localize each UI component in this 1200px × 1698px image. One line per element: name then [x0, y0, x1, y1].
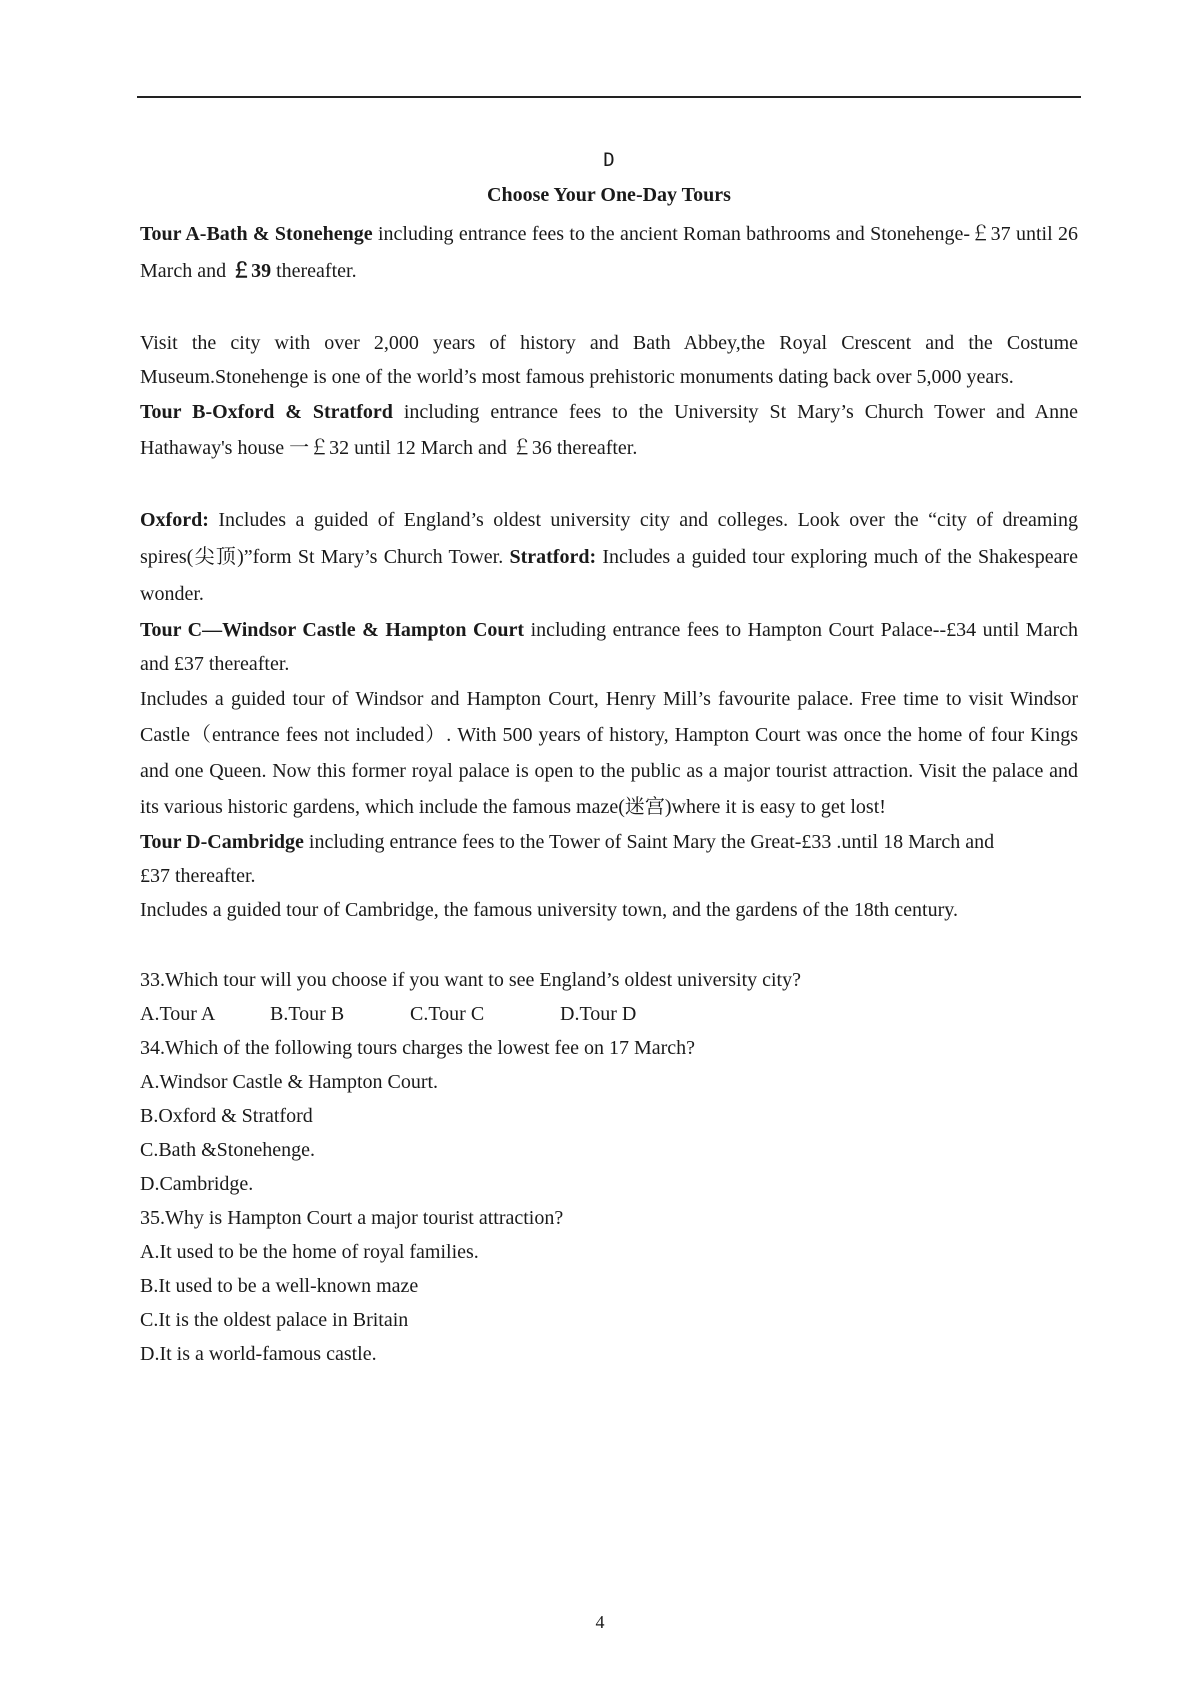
tour-d-heading: Tour D-Cambridge: [140, 831, 304, 853]
tour-b-heading: Tour B-Oxford & Stratford: [140, 401, 393, 423]
option-b[interactable]: B.Tour B: [270, 1003, 345, 1025]
option-c[interactable]: C.Bath &Stonehenge.: [140, 1139, 315, 1161]
option-d[interactable]: D.It is a world-famous castle.: [140, 1343, 377, 1365]
tour-a-description: Visit the city with over 2,000 years of history and Bath Abbey,the Royal Crescent and the Costume Museum.Stonehenge is one of the world’s most famous prehistoric monuments dating back over 5,000 years.: [140, 332, 1078, 388]
option-a[interactable]: A.It used to be the home of royal families.: [140, 1241, 479, 1263]
option-d[interactable]: D.Tour D: [560, 1003, 637, 1025]
tour-a-heading: Tour A-Bath & Stonehenge: [140, 223, 373, 245]
options-row: [140, 997, 1078, 1031]
tour-d-fees: Tour D-Cambridge including entrance fees to the Tower of Saint Mary the Great-£33 .until 18 March and £37 thereafter.: [140, 831, 995, 887]
document-body: [140, 148, 1078, 1371]
oxford-label: Oxford:: [140, 509, 209, 531]
tour-b-fees: Tour B-Oxford & Stratford including entrance fees to the University St Mary’s Church Tower and Anne Hathaway's house 一￡32 until 12 March and ￡36 thereafter.: [140, 401, 1078, 459]
option-b[interactable]: B.It used to be a well-known maze: [140, 1275, 419, 1297]
option-d[interactable]: D.Cambridge.: [140, 1173, 254, 1195]
option-c[interactable]: C.Tour C: [410, 1003, 485, 1025]
option-a[interactable]: A.Windsor Castle & Hampton Court.: [140, 1071, 439, 1093]
tour-c-heading: Tour C—Windsor Castle & Hampton Court: [140, 619, 525, 641]
tour-c-description: Includes a guided tour of Windsor and Hampton Court, Henry Mill’s favourite palace. Free time to visit Windsor Castle（entrance fees not included）. With 500 years of history, Hampton Court was once the home of four Kings and one Queen. Now this former royal palace is open to the public as a major tourist attraction. Visit the palace and its various historic gardens, which include the famous maze(迷宫)where it is easy to get lost!: [140, 688, 1078, 818]
tour-d-description: Includes a guided tour of Cambridge, the famous university town, and the gardens of the 18th century.: [140, 899, 958, 921]
question-stem: 35.Why is Hampton Court a major tourist attraction?: [140, 1207, 564, 1229]
page-title: Choose Your One-Day Tours: [487, 184, 731, 206]
option-a[interactable]: A.Tour A: [140, 1003, 216, 1025]
question-35: [140, 1201, 1078, 1371]
question-33: [140, 963, 1078, 1031]
question-34: [140, 1031, 1078, 1201]
question-stem: 34.Which of the following tours charges the lowest fee on 17 March?: [140, 1037, 696, 1059]
question-stem: 33.Which tour will you choose if you want to see England’s oldest university city?: [140, 969, 801, 991]
header-rule: [137, 96, 1081, 98]
page-number: 4: [595, 1612, 605, 1632]
option-b[interactable]: B.Oxford & Stratford: [140, 1105, 313, 1127]
section-letter: D: [603, 149, 615, 171]
tour-a-price-bold: ￡39: [231, 260, 272, 282]
tour-c-fees: Tour C—Windsor Castle & Hampton Court including entrance fees to Hampton Court Palace--£34 until March and £37 thereafter.: [140, 619, 1078, 675]
stratford-label: Stratford:: [509, 546, 597, 568]
option-c[interactable]: C.It is the oldest palace in Britain: [140, 1309, 409, 1331]
tour-a-fees: Tour A-Bath & Stonehenge including entrance fees to the ancient Roman bathrooms and Stonehenge-￡37 until 26 March and ￡39 thereafter.: [140, 223, 1078, 282]
tour-b-description: Oxford: Includes a guided of England’s oldest university city and colleges. Look over the “city of dreaming spires(尖顶)”form St Mary’s Church Tower. Stratford: Includes a guided tour exploring much of the Shakespeare wonder.: [140, 509, 1078, 605]
